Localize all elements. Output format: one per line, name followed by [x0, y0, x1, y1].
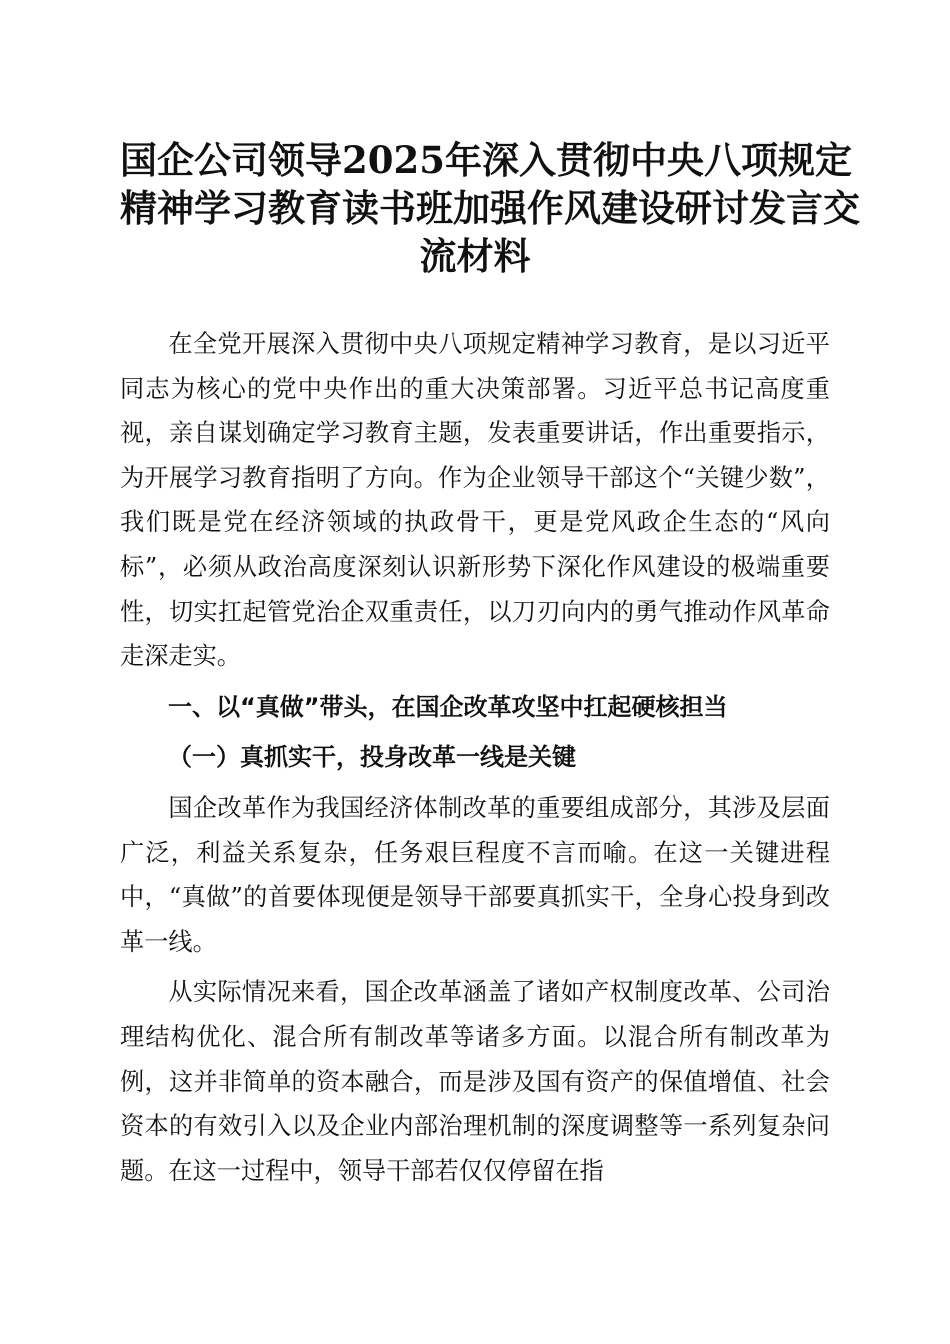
title-line-2: 精神学习教育读书班加强作风建设研讨发言交 [120, 186, 860, 230]
document-body [120, 322, 830, 1193]
document-title [120, 136, 860, 280]
body-paragraph-2: 国企改革作为我国经济体制改革的重要组成部分，其涉及层面广泛，利益关系复杂，任务艰巨程度不言而喻。在这一关键进程中，“真做”的首要体现便是领导干部要真抓实干，全身心投身到改革一线。 [120, 793, 830, 956]
intro-paragraph: 在全党开展深入贯彻中央八项规定精神学习教育，是以习近平同志为核心的党中央作出的重大决策部署。习近平总书记高度重视，亲自谋划确定学习教育主题，发表重要讲话，作出重要指示，为开展学习教育指明了方向。作为企业领导干部这个“关键少数”，我们既是党在经济领域的执政骨干，更是党风政企生态的“风向标”，必须从政治高度深刻认识新形势下深化作风建设的极端重要性，切实扛起管党治企双重责任，以刀刃向内的勇气推动作风革命走深走实。 [120, 330, 830, 671]
title-line-1: 国企公司领导2025年深入贯彻中央八项规定 [120, 138, 852, 182]
section-heading-1: 一、以“真做”带头，在国企改革攻坚中扛起硬核担当 [168, 692, 728, 721]
subsection-heading-1: （一）真抓实干，投身改革一线是关键 [168, 742, 576, 772]
title-line-3: 流材料 [419, 234, 531, 278]
body-paragraph-3: 从实际情况来看，国企改革涵盖了诸如产权制度改革、公司治理结构优化、混合所有制改革等诸多方面。以混合所有制改革为例，这并非简单的资本融合，而是涉及国有资产的保值增值、社会资本的有效引入以及企业内部治理机制的深度调整等一系列复杂问题。在这一过程中，领导干部若仅仅停留在指 [120, 978, 830, 1185]
